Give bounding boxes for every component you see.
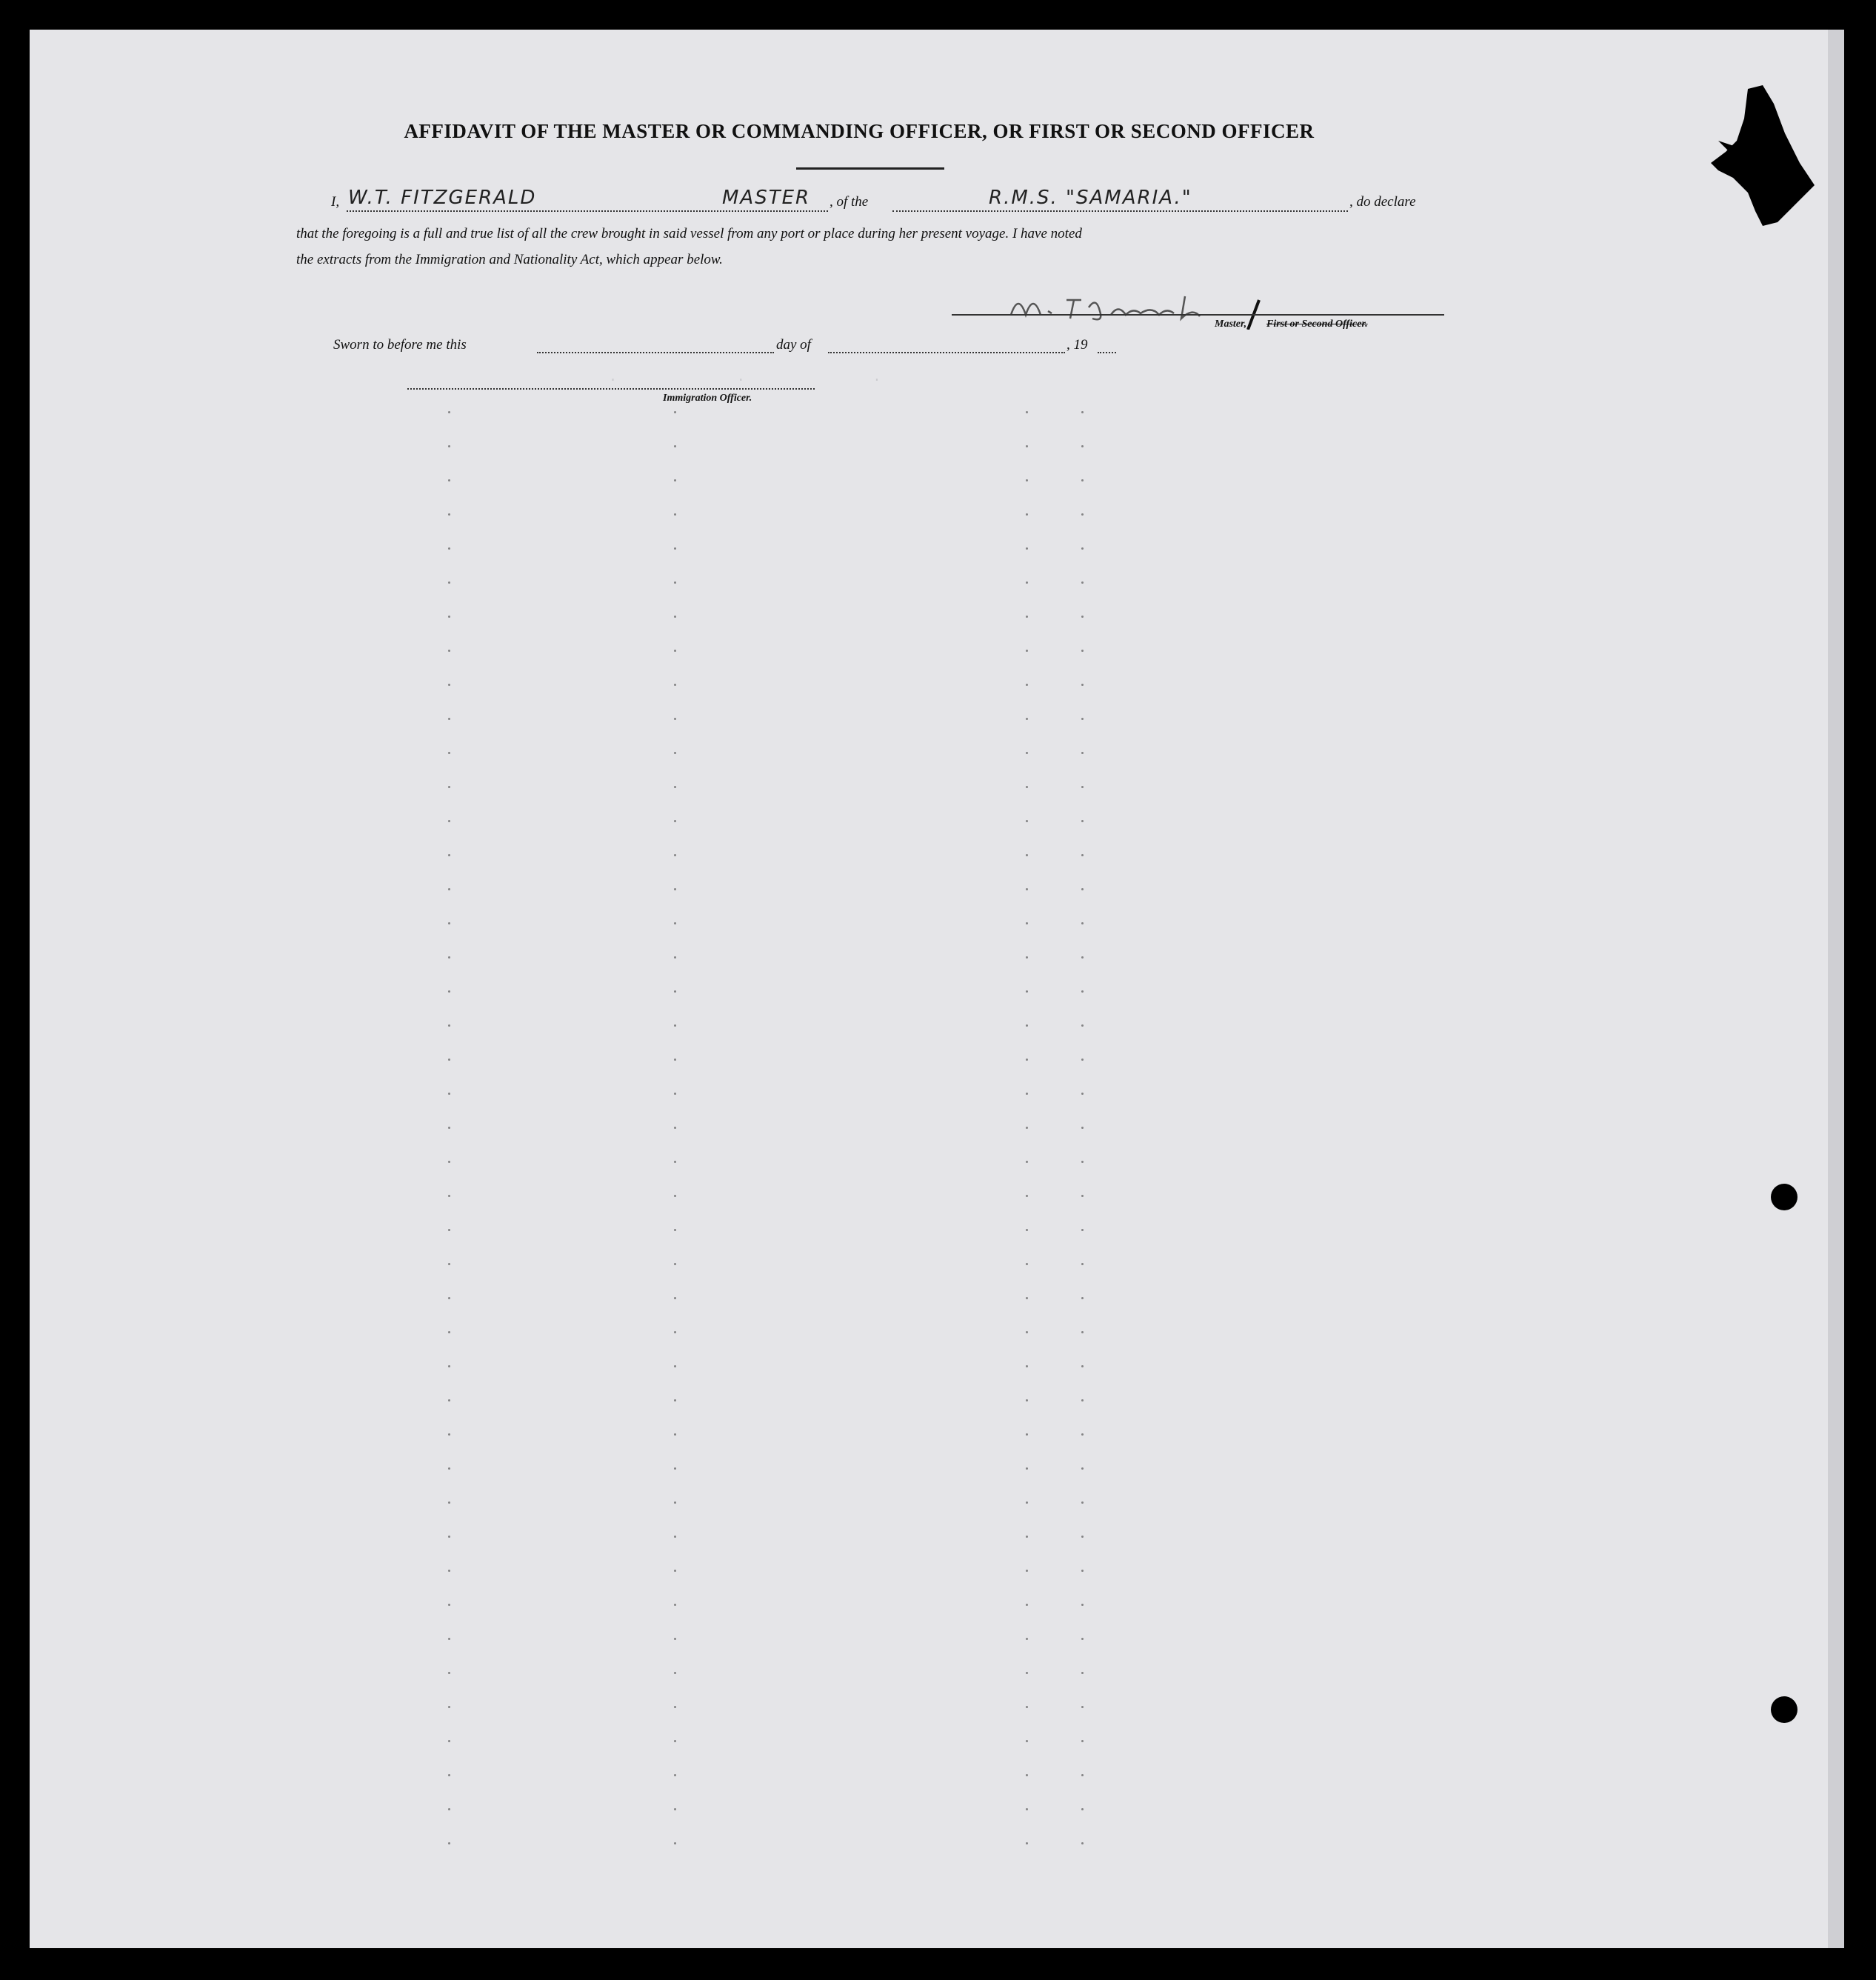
year-prefix-label: , 19	[1066, 337, 1088, 353]
ledger-dot	[674, 1740, 676, 1742]
ledger-dot	[1081, 1399, 1084, 1401]
ledger-dot	[1026, 1161, 1028, 1163]
ledger-dot	[674, 1365, 676, 1367]
ledger-dot	[674, 1263, 676, 1265]
ledger-dot	[1081, 1604, 1084, 1606]
ledger-dot	[448, 1331, 450, 1333]
ledger-dot	[674, 1672, 676, 1674]
vessel-name: R.M.S. "SAMARIA."	[989, 187, 1192, 209]
ledger-dot	[1026, 1365, 1028, 1367]
sworn-year-blank	[1098, 352, 1116, 353]
ledger-dot	[448, 990, 450, 993]
ledger-dot	[1026, 1297, 1028, 1299]
ledger-dot	[674, 1127, 676, 1129]
ledger-dot	[1026, 411, 1028, 413]
ledger-dot	[1026, 684, 1028, 686]
punch-hole	[1771, 1696, 1797, 1723]
ledger-dot	[448, 445, 450, 447]
ledger-dot	[674, 445, 676, 447]
ledger-dot	[1081, 752, 1084, 754]
ledger-dot	[1026, 1263, 1028, 1265]
ledger-dot	[1081, 547, 1084, 550]
ledger-dot	[1081, 1672, 1084, 1674]
ledger-dot	[448, 1365, 450, 1367]
page-edge	[1828, 30, 1844, 1948]
ledger-dot	[448, 888, 450, 890]
ledger-dot	[674, 752, 676, 754]
ledger-dot	[1026, 650, 1028, 652]
ledger-dot	[448, 1127, 450, 1129]
ledger-dot	[1081, 1365, 1084, 1367]
ledger-dot	[1026, 752, 1028, 754]
ledger-dot	[674, 1161, 676, 1163]
ledger-dot	[1026, 445, 1028, 447]
ledger-dot	[674, 1604, 676, 1606]
ledger-dot	[448, 922, 450, 924]
ledger-dot	[1081, 581, 1084, 584]
sworn-month-blank	[828, 352, 1065, 353]
ledger-dot	[448, 581, 450, 584]
ledger-dot	[1026, 1842, 1028, 1844]
ledger-dot	[1026, 1740, 1028, 1742]
ledger-dot	[674, 820, 676, 822]
ledger-dot	[1026, 1638, 1028, 1640]
vessel-blank	[892, 210, 1348, 212]
ledger-dot	[1026, 1570, 1028, 1572]
ledger-dot	[674, 1229, 676, 1231]
ledger-dot	[1026, 718, 1028, 720]
signature-caption-master: Master,	[1215, 319, 1247, 330]
ledger-dot	[674, 616, 676, 618]
ledger-dot	[1026, 1433, 1028, 1436]
name-blank	[347, 210, 828, 212]
ledger-dot	[1081, 1093, 1084, 1095]
ledger-dot	[1081, 1842, 1084, 1844]
ledger-dot	[674, 786, 676, 788]
ledger-dot	[448, 650, 450, 652]
ledger-dot	[674, 547, 676, 550]
ledger-dot	[1026, 1467, 1028, 1470]
ledger-dot	[1026, 1127, 1028, 1129]
ledger-dot	[1081, 1059, 1084, 1061]
ledger-dot	[1081, 1127, 1084, 1129]
ledger-dot	[1081, 411, 1084, 413]
ledger-dot	[1081, 990, 1084, 993]
ledger-dot	[448, 1706, 450, 1708]
ledger-dot	[674, 1093, 676, 1095]
ledger-dot	[1081, 1570, 1084, 1572]
ledger-dot	[1081, 1161, 1084, 1163]
ledger-dot	[1026, 1808, 1028, 1810]
ledger-dot	[1026, 1331, 1028, 1333]
ledger-dot	[448, 1433, 450, 1436]
punch-hole	[1771, 1184, 1797, 1210]
ledger-dot	[674, 956, 676, 959]
ledger-dot	[1081, 1433, 1084, 1436]
ledger-dot	[1026, 1672, 1028, 1674]
ledger-dot	[1081, 956, 1084, 959]
ledger-dot	[448, 1501, 450, 1504]
ledger-dot	[1081, 786, 1084, 788]
immigration-officer-blank	[407, 388, 815, 390]
ledger-dot	[1081, 1024, 1084, 1027]
ledger-dot	[448, 1740, 450, 1742]
ledger-dot	[1026, 513, 1028, 516]
ledger-dot	[674, 684, 676, 686]
ledger-dot	[1081, 1808, 1084, 1810]
ledger-dot	[448, 1638, 450, 1640]
ledger-dot	[674, 1774, 676, 1776]
ledger-dot	[448, 854, 450, 856]
ledger-dot	[1081, 1774, 1084, 1776]
ledger-dot	[448, 1842, 450, 1844]
of-the-label: , of the	[829, 194, 869, 210]
ledger-dot	[1026, 922, 1028, 924]
ledger-dot	[448, 1808, 450, 1810]
ledger-dot	[1026, 1093, 1028, 1095]
ledger-dot	[674, 888, 676, 890]
ledger-dot	[1026, 786, 1028, 788]
ledger-dot	[1026, 1399, 1028, 1401]
ledger-dot	[1026, 479, 1028, 481]
ledger-dot	[1081, 1467, 1084, 1470]
ledger-dot	[448, 786, 450, 788]
declaration-body-line-2: the extracts from the Immigration and Nationality Act, which appear below.	[296, 252, 723, 267]
ledger-dot	[1081, 922, 1084, 924]
document-page	[30, 30, 1837, 1948]
ledger-dot	[674, 1297, 676, 1299]
ledger-dot	[674, 854, 676, 856]
ledger-dot	[448, 616, 450, 618]
ledger-dot	[1081, 1331, 1084, 1333]
ledger-dot	[1081, 479, 1084, 481]
ledger-dot	[1081, 1638, 1084, 1640]
ledger-dot	[448, 956, 450, 959]
ledger-dot	[1026, 1706, 1028, 1708]
ledger-dot	[1026, 581, 1028, 584]
ledger-dot	[1081, 1229, 1084, 1231]
ledger-dot	[1026, 990, 1028, 993]
ledger-dot	[1081, 445, 1084, 447]
ledger-dot	[448, 1570, 450, 1572]
ledger-dot	[448, 752, 450, 754]
ledger-dot	[1026, 1195, 1028, 1197]
ledger-dot	[448, 1229, 450, 1231]
ledger-dot	[1081, 616, 1084, 618]
ledger-dot	[674, 990, 676, 993]
ledger-dot	[674, 1433, 676, 1436]
ledger-dot	[1081, 1740, 1084, 1742]
sworn-label: Sworn to before me this	[333, 337, 467, 353]
ledger-dot	[448, 479, 450, 481]
ledger-dot	[674, 1536, 676, 1538]
title-underline	[796, 167, 944, 170]
ledger-dot	[674, 1638, 676, 1640]
ledger-dot	[1026, 547, 1028, 550]
ledger-dot	[1081, 888, 1084, 890]
ledger-dot	[448, 1059, 450, 1061]
ledger-dot	[1081, 684, 1084, 686]
ledger-dot	[674, 1808, 676, 1810]
ledger-dot	[674, 1467, 676, 1470]
ledger-dot	[674, 1501, 676, 1504]
ledger-dot	[674, 411, 676, 413]
ledger-dot	[1026, 956, 1028, 959]
day-of-label: day of	[776, 337, 811, 353]
ledger-dot	[448, 1093, 450, 1095]
ledger-dot	[448, 820, 450, 822]
ledger-dot	[1081, 820, 1084, 822]
ledger-dot	[1081, 1536, 1084, 1538]
ledger-dot	[1026, 1604, 1028, 1606]
ledger-dot	[1026, 1774, 1028, 1776]
sworn-day-blank	[537, 352, 774, 353]
master-rank: MASTER	[722, 187, 811, 209]
immigration-officer-caption: Immigration Officer.	[663, 393, 752, 404]
ledger-dot	[674, 1059, 676, 1061]
ledger-dot	[674, 922, 676, 924]
ledger-dot	[448, 1399, 450, 1401]
ledger-dot	[1081, 1297, 1084, 1299]
do-declare-label: , do declare	[1349, 194, 1416, 210]
master-name: W.T. FITZGERALD	[348, 187, 537, 209]
ledger-dot	[448, 1195, 450, 1197]
ledger-dot	[448, 1536, 450, 1538]
ledger-dot	[674, 1195, 676, 1197]
ledger-dot	[674, 479, 676, 481]
ledger-dot	[1081, 1263, 1084, 1265]
torn-corner	[1703, 81, 1829, 230]
ledger-dot	[1026, 1536, 1028, 1538]
affidavit-title: AFFIDAVIT OF THE MASTER OR COMMANDING OFFICER, OR FIRST OR SECOND OFFICER	[404, 120, 1315, 142]
ledger-dot	[448, 411, 450, 413]
ledger-dot	[674, 1399, 676, 1401]
ledger-dot	[1026, 616, 1028, 618]
bleed-through-text: . . .	[609, 370, 881, 385]
ledger-dot	[674, 581, 676, 584]
ledger-dot	[1081, 650, 1084, 652]
ledger-dot	[1026, 820, 1028, 822]
ledger-dot	[448, 1467, 450, 1470]
ledger-dot	[448, 1774, 450, 1776]
declaration-prefix: I,	[331, 194, 340, 210]
ledger-dot	[1081, 513, 1084, 516]
ledger-dot	[448, 513, 450, 516]
ledger-dot	[1026, 1059, 1028, 1061]
ledger-dot	[674, 718, 676, 720]
ledger-dot	[448, 1297, 450, 1299]
ledger-dot	[1081, 854, 1084, 856]
ledger-dot	[448, 684, 450, 686]
ledger-dot	[448, 1161, 450, 1163]
ledger-dot	[448, 1263, 450, 1265]
ledger-dot	[674, 513, 676, 516]
ledger-dot	[674, 1706, 676, 1708]
ledger-dot	[1026, 1501, 1028, 1504]
ledger-dot	[674, 1570, 676, 1572]
ledger-dot	[1026, 854, 1028, 856]
ledger-dot	[448, 1024, 450, 1027]
ledger-dot	[448, 1672, 450, 1674]
declaration-body-line-1: that the foregoing is a full and true list of all the crew brought in said vessel from any port or place during her present voyage. I have noted	[296, 226, 1082, 241]
ledger-dot	[1081, 718, 1084, 720]
ledger-dot	[1026, 1229, 1028, 1231]
ledger-dot	[674, 1331, 676, 1333]
ledger-dot	[674, 650, 676, 652]
ledger-dot	[674, 1024, 676, 1027]
ledger-dot	[674, 1842, 676, 1844]
ledger-dot	[1026, 888, 1028, 890]
ledger-dot	[1081, 1706, 1084, 1708]
ledger-dot	[1081, 1195, 1084, 1197]
ledger-dot	[448, 547, 450, 550]
signature-line	[952, 314, 1444, 316]
ledger-dot	[448, 1604, 450, 1606]
ledger-dot	[1081, 1501, 1084, 1504]
ledger-dot	[448, 718, 450, 720]
signature-caption-struck: First or Second Officer.	[1266, 319, 1368, 330]
ledger-dot	[1026, 1024, 1028, 1027]
